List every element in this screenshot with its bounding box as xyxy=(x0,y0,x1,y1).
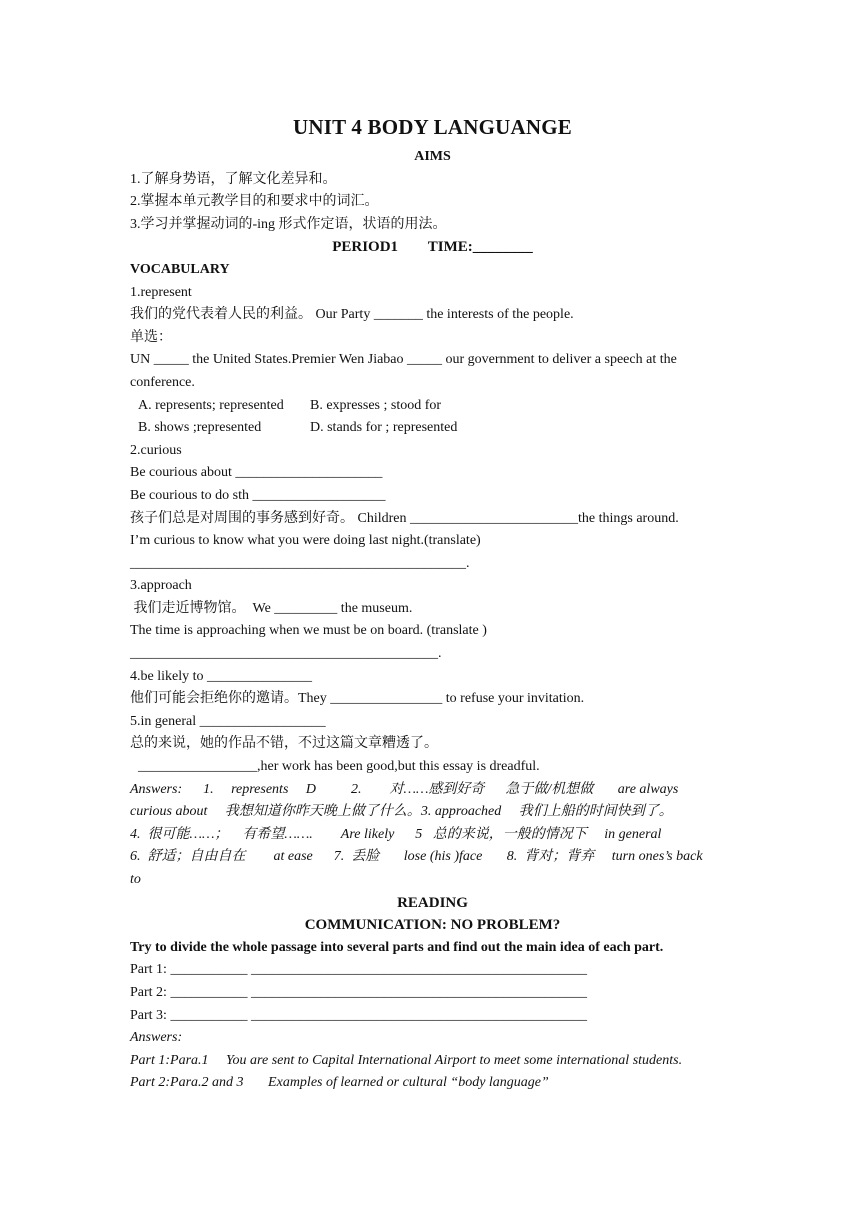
reading-answers-label: Answers: xyxy=(130,1030,183,1046)
reading-answer-2: Part 2:Para.2 and 3 Examples of learned or cultural “body language” xyxy=(130,1075,549,1091)
vocab-curious-line-2: Be courious to do sth ___________________ xyxy=(130,487,386,503)
period-heading: PERIOD1 TIME:________ xyxy=(332,239,533,256)
vocab-likely-line-1: 他们可能会拒绝你的邀请。They ________________ to refuse your invitation. xyxy=(130,691,585,707)
vocab-approach-line-1: 我们走近博物馆。 We _________ the museum. xyxy=(130,600,413,616)
aim-item-1: 1.了解身势语，了解文化差异和。 xyxy=(130,171,337,187)
reading-heading: READING xyxy=(397,894,468,911)
vocab-approach-line-3: ____________________________________________. xyxy=(130,646,442,662)
vocab-curious-head: 2.curious xyxy=(130,442,182,458)
vocab-general-line-2: _________________,her work has been good,but this essay is dreadful. xyxy=(138,759,540,775)
reading-part-3: Part 3: ___________ ________________________________________________ xyxy=(130,1007,587,1023)
vocab-represent-example: 我们的党代表着人民的利益。 Our Party _______ the interests of the people. xyxy=(130,307,574,323)
vocab-represent-head: 1.represent xyxy=(130,284,192,300)
reading-instruction: Try to divide the whole passage into several parts and find out the main idea of each part. xyxy=(130,939,664,955)
vocab-general-line-1: 总的来说，她的作品不错，不过这篇文章糟透了。 xyxy=(130,736,438,752)
reading-part-2: Part 2: ___________ ________________________________________________ xyxy=(130,984,587,1000)
aim-item-2: 2.掌握本单元教学目的和要求中的词汇。 xyxy=(130,194,379,210)
vocab-represent-options-row-2 xyxy=(130,417,735,440)
vocab-general-head: 5.in general __________________ xyxy=(130,713,326,729)
option-a: A. represents; represented xyxy=(138,397,284,413)
vocab-curious-line-5: ________________________________________________. xyxy=(130,555,470,571)
vocab-answers-line-5: to xyxy=(130,872,141,887)
reading-subheading: COMMUNICATION: NO PROBLEM? xyxy=(304,917,561,934)
option-d: D. stands for ; represented xyxy=(310,420,458,436)
page-title: UNIT 4 BODY LANGUANGE xyxy=(293,115,572,139)
vocab-curious-line-3: 孩子们总是对周围的事务感到好奇。 Children ________________________the things around. xyxy=(130,510,679,526)
option-b: B. expresses ; stood for xyxy=(310,397,442,413)
aims-heading: AIMS xyxy=(414,149,451,164)
vocab-answers-line-3: 4. 很可能……； 有希望……. Are likely 5 总的来说，一般的情况下 in general xyxy=(130,826,662,842)
vocab-answers-line-2: curious about 我想知道你昨天晚上做了什么。3. approached 我们上船的时间快到了。 xyxy=(130,804,673,820)
reading-answer-1: Part 1:Para.1 You are sent to Capital International Airport to meet some international students. xyxy=(130,1052,683,1068)
vocab-curious-line-4: I’m curious to know what you were doing last night.(translate) xyxy=(130,533,481,549)
vocab-approach-head: 3.approach xyxy=(130,578,192,594)
aim-item-3: 3.学习并掌握动词的-ing 形式作定语，状语的用法。 xyxy=(130,216,447,232)
vocab-answers-line-4: 6. 舒适；自由自在 at ease 7. 丢脸 lose (his )face 8. 背对；背弃 turn ones’s back xyxy=(130,849,703,865)
vocabulary-heading: VOCABULARY xyxy=(130,261,230,277)
vocab-represent-question: UN _____ the United States.Premier Wen Jiabao _____ our government to deliver a speech at the conference. xyxy=(130,352,677,390)
vocab-approach-line-2: The time is approaching when we must be on board. (translate ) xyxy=(130,623,487,639)
vocab-likely-head: 4.be likely to _______________ xyxy=(130,668,312,684)
vocab-represent-choice-label: 单选： xyxy=(130,329,172,345)
vocab-represent-options-row-1 xyxy=(130,395,735,418)
vocab-curious-line-1: Be courious about _____________________ xyxy=(130,465,383,481)
document-page xyxy=(130,112,735,1095)
option-c: B. shows ;represented xyxy=(138,420,262,436)
reading-part-1: Part 1: ___________ ________________________________________________ xyxy=(130,962,587,978)
vocab-answers-line-1: Answers: 1. represents D 2. 对……感到好奇 急于做/机想做 are always xyxy=(130,781,679,797)
